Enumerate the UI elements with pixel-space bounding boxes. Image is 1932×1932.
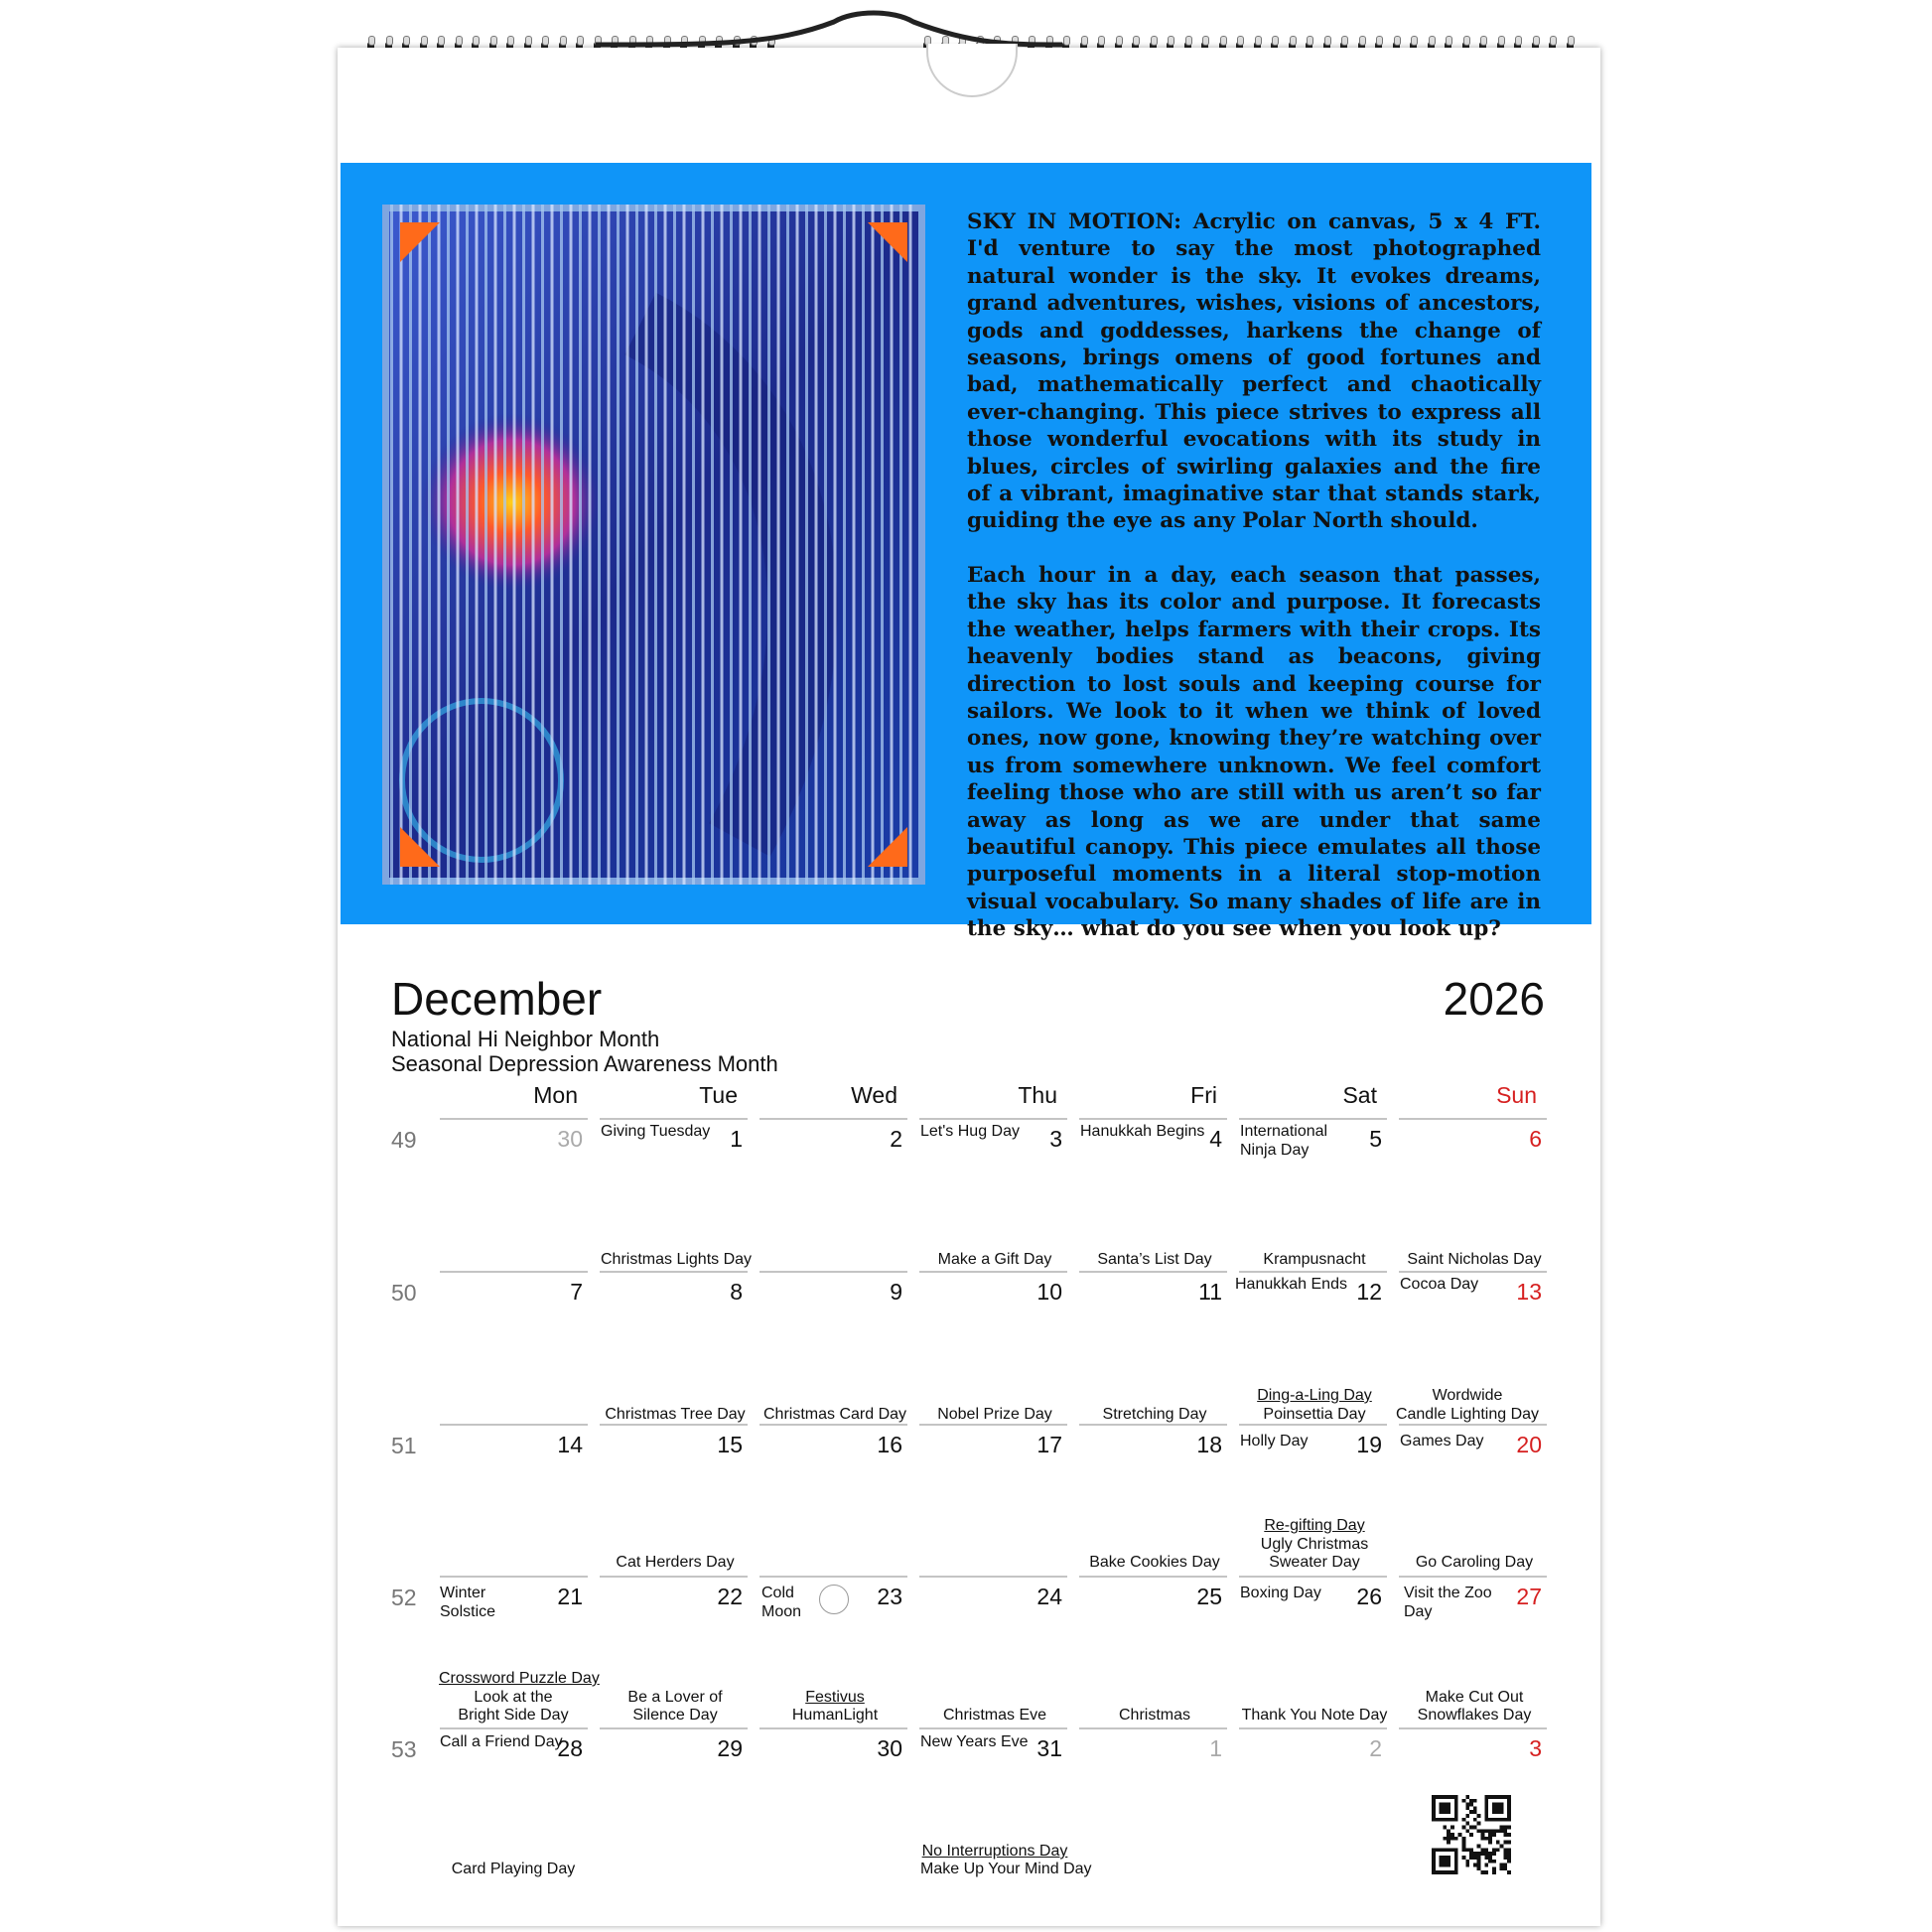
event-label: Make Up Your Mind Day — [920, 1861, 1092, 1877]
day-number[interactable]: 6 — [1529, 1126, 1542, 1152]
painting-stripe — [438, 205, 441, 885]
day-cell-divider — [1079, 1118, 1227, 1120]
event-label: Saint Nicholas Day — [1407, 1251, 1542, 1268]
painting-stripe — [692, 205, 695, 885]
painting-stripe — [740, 205, 743, 885]
event-label: Snowflakes Day — [1417, 1707, 1532, 1724]
event-label: Bright Side Day — [458, 1707, 569, 1724]
painting-stripe — [457, 205, 460, 885]
day-number[interactable]: 9 — [890, 1279, 902, 1305]
event-label: Santa’s List Day — [1097, 1251, 1212, 1268]
day-cell-divider — [1399, 1727, 1547, 1729]
event-label: Look at the — [474, 1689, 553, 1706]
event-label: Ninja Day — [1240, 1142, 1310, 1159]
day-cell-divider — [759, 1424, 907, 1426]
painting-stripe — [466, 205, 469, 885]
weekday-tue: Tue — [699, 1082, 738, 1108]
painting-stripe — [570, 205, 573, 885]
painting-stripe — [513, 205, 516, 885]
week-number: 49 — [391, 1127, 417, 1153]
painting-stripe — [711, 205, 714, 885]
painting-stripe — [909, 205, 912, 885]
painting-stripe — [532, 205, 535, 885]
painting-stripe — [843, 205, 846, 885]
event-label: HumanLight — [791, 1707, 879, 1724]
painting-stripe — [541, 205, 544, 885]
qr-code-icon — [1432, 1795, 1511, 1874]
event-label: International — [1240, 1123, 1328, 1140]
painting-stripe — [589, 205, 592, 885]
day-cell-divider — [1079, 1576, 1227, 1578]
day-cell-divider — [759, 1727, 907, 1729]
day-cell-divider — [1399, 1424, 1547, 1426]
event-label: Christmas Tree Day — [605, 1406, 746, 1423]
event-label: Holly Day — [1240, 1433, 1309, 1449]
weekday-thu: Thu — [1018, 1082, 1057, 1108]
painting-stripe — [476, 205, 479, 885]
day-cell-divider — [440, 1576, 588, 1578]
painting-stripe — [428, 205, 431, 885]
artwork-paragraph-1: SKY IN MOTION: Acrylic on canvas, 5 x 4 FT. I'd venture to say the most photographed natural wonder is the sky. It evokes dreams, grand adventures, wishes, visions of ancestors, gods and goddesses, harkens the change of seasons, brings omens of good fortunes and bad, mathematically perfect and chaotically ever-changing. This piece strives to express all those wonderful evocations with its study in blues, circles of swirling galaxies and the fire of a vibrant, imaginative star that stands stark, guiding the eye as any Polar North should. — [967, 209, 1541, 534]
painting-stripe — [664, 205, 667, 885]
day-number[interactable]: 14 — [557, 1432, 583, 1457]
painting-stripe — [881, 205, 884, 885]
painting-stripe — [749, 205, 752, 885]
day-number[interactable]: 16 — [877, 1432, 902, 1457]
day-cell-divider — [1079, 1424, 1227, 1426]
day-cell-divider — [759, 1118, 907, 1120]
event-label: Silence Day — [632, 1707, 718, 1724]
event-label: Krampusnacht — [1263, 1251, 1366, 1268]
painting-stripe — [484, 205, 487, 885]
day-cell-divider — [600, 1271, 748, 1273]
weekday-mon: Mon — [533, 1082, 578, 1108]
day-cell-divider — [1239, 1118, 1387, 1120]
day-cell-divider — [759, 1271, 907, 1273]
event-label: Hanukkah Begins — [1080, 1123, 1205, 1140]
painting-stripe — [815, 205, 818, 885]
painting-stripe — [635, 205, 638, 885]
day-number[interactable]: 20 — [1516, 1432, 1542, 1457]
painting-stripe — [617, 205, 620, 885]
day-number[interactable]: 7 — [570, 1279, 583, 1305]
day-number[interactable]: 28 — [557, 1735, 583, 1761]
painting-stripe — [654, 205, 657, 885]
event-label: Re-gifting Day — [1264, 1517, 1365, 1534]
month-observance: Seasonal Depression Awareness Month — [391, 1051, 778, 1076]
year-title: 2026 — [1443, 973, 1545, 1025]
day-number[interactable]: 3 — [1529, 1735, 1542, 1761]
day-cell-divider — [1239, 1727, 1387, 1729]
day-number[interactable]: 13 — [1516, 1279, 1542, 1305]
day-number[interactable]: 3 — [1049, 1126, 1062, 1152]
weekday-sun: Sun — [1496, 1082, 1537, 1108]
day-cell-divider — [1239, 1424, 1387, 1426]
day-number[interactable]: 12 — [1356, 1279, 1382, 1305]
event-label: Boxing Day — [1240, 1585, 1321, 1601]
day-cell-divider — [1399, 1271, 1547, 1273]
painting-stripe — [834, 205, 837, 885]
day-cell-divider — [919, 1271, 1067, 1273]
artwork-paragraph-2: Each hour in a day, each season that passes, the sky has its color and purpose. It forecasts the weather, helps farmers with their crops. Its heavenly bodies stand as beacons, giving direction to lost souls and keeping course for sailors. We look to it when we think of loved ones, now gone, knowing they’re watching over us from somewhere unknown. We feel comfort feeling those who are still with us aren’t so far away as long as we are under that same beautiful canopy. This piece emulates all those purposeful moments in a literal stop-motion visual vocabulary. So many shades of life are in the sky… what do you see when you look up? — [967, 562, 1541, 942]
painting-stripe — [683, 205, 686, 885]
day-number[interactable]: 19 — [1356, 1432, 1382, 1457]
day-cell-divider — [919, 1118, 1067, 1120]
event-label: Sweater Day — [1269, 1554, 1360, 1571]
painting-stripe — [579, 205, 582, 885]
painting-stripe — [853, 205, 856, 885]
event-label: No Interruptions Day — [921, 1843, 1068, 1860]
event-label: Make Cut Out — [1425, 1689, 1524, 1706]
day-cell-divider — [1399, 1118, 1547, 1120]
day-cell-divider — [919, 1576, 1067, 1578]
painting-stripe — [786, 205, 789, 885]
event-label: Giving Tuesday — [601, 1123, 711, 1140]
event-label: Christmas — [1118, 1707, 1190, 1724]
week-number: 53 — [391, 1736, 417, 1762]
event-label: Festivus — [805, 1689, 865, 1706]
event-label: Let's Hug Day — [920, 1123, 1020, 1140]
day-number[interactable]: 4 — [1209, 1126, 1222, 1152]
event-label: Cold — [761, 1585, 794, 1601]
event-label: Ding-a-Ling Day — [1257, 1387, 1372, 1404]
painting-stripe — [645, 205, 648, 885]
event-label: Crossword Puzzle Day — [439, 1670, 600, 1687]
day-cell-divider — [759, 1576, 907, 1578]
day-number[interactable]: 2 — [890, 1126, 902, 1152]
day-cell-divider — [1399, 1576, 1547, 1578]
month-title: December — [391, 973, 603, 1025]
day-number[interactable]: 1 — [730, 1126, 743, 1152]
event-label: Cocoa Day — [1400, 1276, 1479, 1293]
day-number[interactable]: 22 — [717, 1584, 743, 1609]
day-number[interactable]: 31 — [1036, 1735, 1062, 1761]
painting-stripe — [777, 205, 780, 885]
day-number[interactable]: 30 — [557, 1126, 583, 1152]
day-number[interactable]: 17 — [1036, 1432, 1062, 1457]
day-number[interactable]: 10 — [1036, 1279, 1062, 1305]
weekday-wed: Wed — [851, 1082, 897, 1108]
painting-stripe — [560, 205, 563, 885]
painting-stripe — [447, 205, 450, 885]
week-number: 50 — [391, 1280, 417, 1306]
painting-stripe — [767, 205, 770, 885]
event-label: Nobel Prize Day — [937, 1406, 1052, 1423]
day-cell-divider — [600, 1576, 748, 1578]
painting-stripe — [409, 205, 412, 885]
event-label: Games Day — [1400, 1433, 1484, 1449]
day-cell-divider — [440, 1424, 588, 1426]
day-number[interactable]: 15 — [717, 1432, 743, 1457]
day-number[interactable]: 21 — [557, 1584, 583, 1609]
day-cell-divider — [600, 1118, 748, 1120]
day-number[interactable]: 29 — [717, 1735, 743, 1761]
day-cell-divider — [440, 1118, 588, 1120]
day-cell-divider — [440, 1727, 588, 1729]
day-number[interactable]: 5 — [1369, 1126, 1382, 1152]
day-cell-divider — [440, 1271, 588, 1273]
painting-stripe — [494, 205, 497, 885]
event-label: Call a Friend Day — [440, 1733, 563, 1750]
event-label: Thank You Note Day — [1241, 1707, 1388, 1724]
event-label: Cat Herders Day — [616, 1554, 735, 1571]
painting-stripe — [626, 205, 629, 885]
day-number[interactable]: 30 — [877, 1735, 902, 1761]
event-label: Moon — [761, 1603, 802, 1620]
event-label: Card Playing Day — [451, 1861, 576, 1877]
painting-stripe — [503, 205, 506, 885]
painting-stripe — [759, 205, 761, 885]
day-cell-divider — [1239, 1271, 1387, 1273]
day-cell-divider — [919, 1727, 1067, 1729]
painting-stripe — [824, 205, 827, 885]
painting-stripe — [598, 205, 601, 885]
event-label: Stretching Day — [1102, 1406, 1207, 1423]
painting-stripe — [891, 205, 894, 885]
day-cell-divider — [600, 1424, 748, 1426]
day-number[interactable]: 23 — [877, 1584, 902, 1609]
day-number[interactable]: 24 — [1036, 1584, 1062, 1609]
event-label: Make a Gift Day — [937, 1251, 1052, 1268]
day-cell-divider — [919, 1424, 1067, 1426]
painting-stripe — [702, 205, 705, 885]
day-number[interactable]: 27 — [1516, 1584, 1542, 1609]
day-cell-divider — [1079, 1271, 1227, 1273]
painting-stripe — [721, 205, 724, 885]
day-cell-divider — [1079, 1727, 1227, 1729]
day-number[interactable]: 1 — [1209, 1735, 1222, 1761]
day-cell-divider — [1239, 1576, 1387, 1578]
event-label: Ugly Christmas — [1260, 1536, 1369, 1553]
painting-stripe — [551, 205, 554, 885]
weekday-fri: Fri — [1190, 1082, 1217, 1108]
event-label: Christmas Card Day — [762, 1406, 907, 1423]
event-label: Christmas Eve — [942, 1707, 1047, 1724]
day-cell-divider — [600, 1727, 748, 1729]
event-label: Wordwide — [1432, 1387, 1503, 1404]
painting-stripe — [805, 205, 808, 885]
event-label: Day — [1404, 1603, 1433, 1620]
painting-stripe — [390, 205, 393, 885]
day-number[interactable]: 11 — [1198, 1279, 1222, 1305]
event-label: Be a Lover of — [627, 1689, 723, 1706]
event-label: Hanukkah Ends — [1235, 1276, 1347, 1293]
weekday-sat: Sat — [1342, 1082, 1377, 1108]
day-number[interactable]: 2 — [1369, 1735, 1382, 1761]
day-number[interactable]: 25 — [1196, 1584, 1222, 1609]
painting-stripe — [419, 205, 422, 885]
event-label: Winter — [440, 1585, 486, 1601]
painting-stripe — [522, 205, 525, 885]
event-label: Visit the Zoo — [1404, 1585, 1492, 1601]
event-label: Candle Lighting Day — [1395, 1406, 1540, 1423]
day-number[interactable]: 26 — [1356, 1584, 1382, 1609]
event-label: Poinsettia Day — [1263, 1406, 1366, 1423]
artwork-description — [967, 208, 1541, 970]
painting-stripe — [899, 205, 902, 885]
painting-stripe — [730, 205, 733, 885]
painting-stripe — [673, 205, 676, 885]
painting-stripe — [796, 205, 799, 885]
painting-stripe — [400, 205, 403, 885]
day-number[interactable]: 18 — [1196, 1432, 1222, 1457]
event-label: Bake Cookies Day — [1089, 1554, 1220, 1571]
painting-stripe — [608, 205, 611, 885]
month-observance: National Hi Neighbor Month — [391, 1027, 660, 1051]
event-label: New Years Eve — [920, 1733, 1029, 1750]
painting-stripe — [872, 205, 875, 885]
event-label: Solstice — [440, 1603, 496, 1620]
event-label: Go Caroling Day — [1415, 1554, 1534, 1571]
week-number: 51 — [391, 1433, 417, 1458]
painting-stripe — [862, 205, 865, 885]
day-number[interactable]: 8 — [730, 1279, 743, 1305]
event-label: Christmas Lights Day — [601, 1251, 753, 1268]
week-number: 52 — [391, 1585, 417, 1610]
painting-image — [382, 205, 925, 885]
